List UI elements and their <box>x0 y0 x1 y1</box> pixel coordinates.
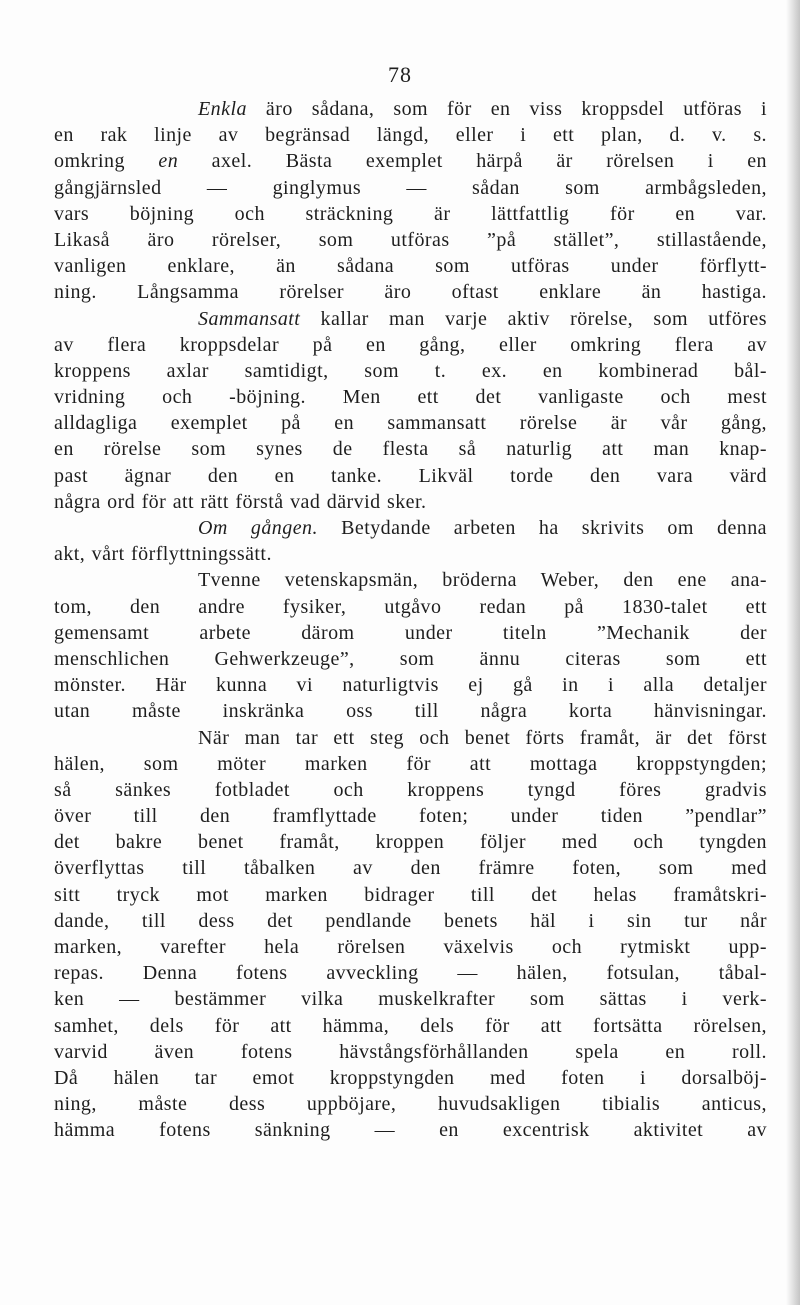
text-line: repas. Denna fotens avveckling — hälen, fotsulan, tåbal- <box>54 962 767 985</box>
text-line: överflyttas till tåbalken av den främre foten, som med <box>54 857 767 880</box>
text-line: menschlichen Gehwerkzeuge”, som ännu citeras som ett <box>54 647 767 670</box>
text-line: tom, den andre fysiker, utgåvo redan på 1830-talet ett <box>54 595 767 618</box>
italic-term: Enkla <box>198 98 247 120</box>
italic-term: en <box>158 150 179 173</box>
text-line: Då hälen tar emot kroppstyngden med foten i dorsalböj- <box>54 1066 767 1089</box>
text-line: past ägnar den en tanke. Likväl torde den vara värd <box>54 464 767 487</box>
text-line: hämma fotens sänkning — en excentrisk aktivitet av <box>54 1119 767 1142</box>
text-line: Enkla äro sådana, som för en viss kroppsdel utföras i <box>198 98 767 120</box>
text-line: kroppens axlar samtidigt, som t. ex. en kombinerad bål- <box>54 359 767 382</box>
text-line: akt, vårt förflyttningssätt. <box>54 543 272 566</box>
text-line: Om gången. Betydande arbeten ha skrivits om denna <box>198 517 768 539</box>
text-line: gemensamt arbete därom under titeln ”Mechanik der <box>54 621 767 644</box>
text-line: utan måste inskränka oss till några korta hänvisningar. <box>54 700 767 723</box>
text-line: så sänkes fotbladet och kroppens tyngd föres gradvis <box>54 778 767 801</box>
text-line: Likaså äro rörelser, som utföras ”på stället”, stillastående, <box>54 228 767 251</box>
text-line: marken, varefter hela rörelsen växelvis och rytmiskt upp- <box>54 936 767 958</box>
text-line: ken — bestämmer vilka muskelkrafter som sättas i verk- <box>54 988 767 1011</box>
text-line: ning, måste dess uppböjare, huvudsakligen tibialis anticus, <box>54 1093 767 1116</box>
text-line: sitt tryck mot marken bidrager till det helas framåtskri- <box>54 883 767 906</box>
text-line: varvid även fotens hävstångsförhållanden spela en roll. <box>54 1040 767 1063</box>
text-line: av flera kroppsdelar på en gång, eller omkring flera av <box>54 333 767 356</box>
body-text <box>54 96 767 1144</box>
text-line: dande, till dess det pendlande benets häl i sin tur når <box>54 909 767 932</box>
text-line: omkring en axel. Bästa exemplet härpå är rörelsen i en <box>54 150 767 173</box>
page-number: 78 <box>388 62 412 87</box>
text-line: några ord för att rätt förstå vad därvid sker. <box>54 490 427 513</box>
text-line: Tvenne vetenskapsmän, bröderna Weber, den ene ana- <box>198 569 767 592</box>
text-line: mönster. Här kunna vi naturligtvis ej gå in i alla detaljer <box>54 674 767 697</box>
page-edge-shadow <box>786 0 800 1305</box>
text-line: När man tar ett steg och benet förts framåt, är det först <box>198 726 767 749</box>
text-line: hälen, som möter marken för att mottaga kroppstyngden; <box>54 752 767 775</box>
text-line: ning. Långsamma rörelser äro oftast enklare än hastiga. <box>54 281 767 304</box>
text-line: en rak linje av begränsad längd, eller i ett plan, d. v. s. <box>54 124 767 147</box>
italic-term: Sammansatt <box>198 307 301 330</box>
text-line: samhet, dels för att hämma, dels för att fortsätta rörelsen, <box>54 1014 767 1037</box>
text-line: en rörelse som synes de flesta så naturlig att man knap- <box>54 438 767 461</box>
text-line: Sammansatt kallar man varje aktiv rörelse, som utföres <box>198 307 767 330</box>
text-line: det bakre benet framåt, kroppen följer med och tyngden <box>54 831 767 854</box>
italic-term: Om gången. <box>198 517 318 539</box>
text-line: gångjärnsled — ginglymus — sådan som armbågsleden, <box>54 176 767 199</box>
text-line: över till den framflyttade foten; under tiden ”pendlar” <box>54 805 767 828</box>
text-line: vanligen enklare, än sådana som utföras under förflytt- <box>54 255 767 278</box>
text-line: vars böjning och sträckning är lättfattlig för en var. <box>54 202 767 225</box>
text-line: vridning och -böjning. Men ett det vanligaste och mest <box>54 386 767 409</box>
text-line: alldagliga exemplet på en sammansatt rörelse är vår gång, <box>54 412 767 435</box>
